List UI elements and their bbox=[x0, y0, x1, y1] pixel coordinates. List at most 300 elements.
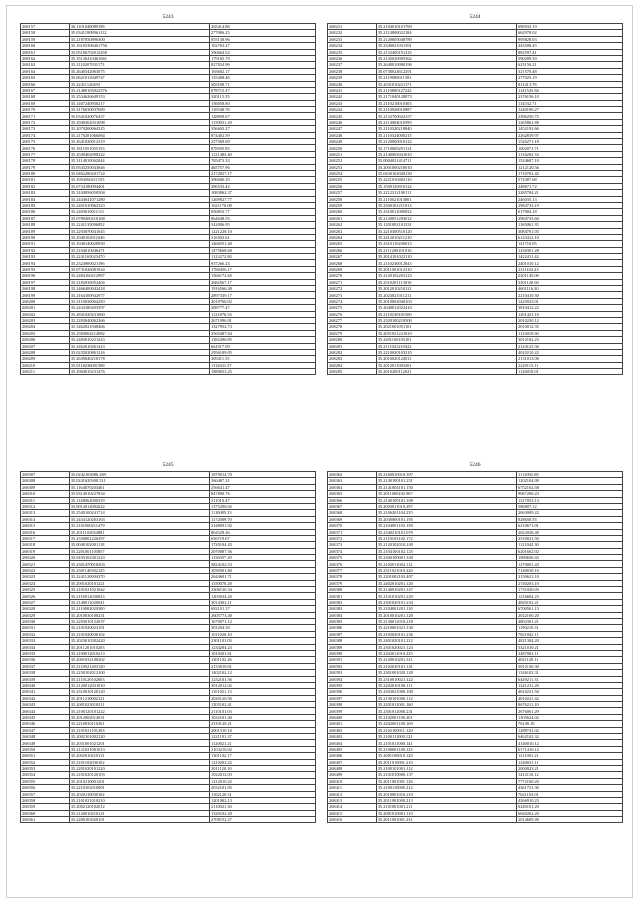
table-block-4 bbox=[327, 462, 623, 823]
value-cell: 864528.26 bbox=[210, 529, 316, 535]
coordinate-cell: 35.1811051055153 bbox=[69, 145, 209, 151]
value-cell: 305168.71 bbox=[210, 81, 316, 87]
coordinate-cell: 35.2100110000.212 bbox=[376, 785, 516, 791]
row-id-cell: 268381 bbox=[328, 593, 377, 599]
coordinate-cell: 35.2200103020101 bbox=[69, 817, 209, 823]
coordinate-cell: 35.22411126493 bbox=[69, 81, 209, 87]
coordinate-cell: 35.2403010011111 bbox=[69, 209, 209, 215]
value-cell: 2032101.05 bbox=[210, 785, 316, 791]
coordinate-cell: 35.2110103102.172 bbox=[376, 535, 516, 541]
value-cell: 277006.25 bbox=[210, 30, 316, 36]
value-cell: 179165.70 bbox=[210, 55, 316, 61]
row-id-cell: 268165 bbox=[21, 75, 70, 81]
coordinate-cell: 35.3114810062044 bbox=[69, 158, 209, 164]
row-id-cell: 268192 bbox=[21, 247, 70, 253]
row-id-cell: 268209 bbox=[21, 356, 70, 362]
value-cell: 1134282.33 bbox=[517, 151, 623, 157]
coordinate-cell: 35.2462010261423 bbox=[69, 343, 209, 349]
value-cell: 2103210.02 bbox=[210, 746, 316, 752]
coordinate-cell: 35.2141004101.150 bbox=[376, 484, 516, 490]
row-id-cell: 268260 bbox=[328, 209, 377, 215]
value-cell: 2001310.10 bbox=[210, 727, 316, 733]
value-cell: 4821304.20 bbox=[517, 638, 623, 644]
row-id-cell: 268159 bbox=[21, 36, 70, 42]
row-id-cell: 268275 bbox=[328, 305, 377, 311]
value-cell: 590209.39 bbox=[517, 55, 623, 61]
value-cell: 1141525.84 bbox=[517, 87, 623, 93]
value-cell: 2020120.50 bbox=[210, 695, 316, 701]
row-id-cell: 268244 bbox=[328, 107, 377, 113]
row-id-cell: 268188 bbox=[21, 222, 70, 228]
coordinate-cell: 35.2203070041045 bbox=[69, 228, 209, 234]
value-cell: 1412110.12 bbox=[517, 772, 623, 778]
row-id-cell: 268261 bbox=[328, 215, 377, 221]
row-id-cell: 268365 bbox=[328, 491, 377, 497]
row-id-cell: 268311 bbox=[21, 497, 70, 503]
value-cell: 1123272.80 bbox=[210, 254, 316, 260]
row-id-cell: 268284 bbox=[328, 362, 377, 368]
value-cell: 1150031.29 bbox=[210, 119, 316, 125]
row-id-cell: 268363 bbox=[328, 478, 377, 484]
coordinate-cell: 35.2434120203163 bbox=[69, 516, 209, 522]
value-cell: 864648.55 bbox=[210, 215, 316, 221]
coordinate-cell: 35.2940402098222 bbox=[69, 151, 209, 157]
row-id-cell: 268382 bbox=[328, 599, 377, 605]
coordinate-cell: 35.2434180203597 bbox=[69, 305, 209, 311]
row-id-cell: 268280 bbox=[328, 337, 377, 343]
coordinate-cell: 35.2283040062266 bbox=[69, 317, 209, 323]
coordinate-cell: 35.2101010201.220 bbox=[376, 593, 516, 599]
row-id-cell: 268341 bbox=[21, 689, 70, 695]
coordinate-cell: 35.2002101002120 bbox=[69, 734, 209, 740]
row-id-cell: 268379 bbox=[328, 580, 377, 586]
table-row bbox=[21, 369, 316, 375]
value-cell: 277025.19 bbox=[517, 75, 623, 81]
value-cell: 1216604.23 bbox=[517, 593, 623, 599]
coordinate-cell: 35.2116012030023 bbox=[69, 593, 209, 599]
value-cell: 1011020.10 bbox=[210, 631, 316, 637]
row-id-cell: 268313 bbox=[21, 510, 70, 516]
row-id-cell: 268374 bbox=[328, 548, 377, 554]
row-id-cell: 268184 bbox=[21, 196, 70, 202]
coordinate-cell: 35.2010030100231 bbox=[69, 612, 209, 618]
coordinate-cell: 35.2011210002121 bbox=[69, 695, 209, 701]
value-cell: 366467.31 bbox=[210, 478, 316, 484]
value-cell: 1123010.60 bbox=[517, 330, 623, 336]
row-id-cell: 268169 bbox=[21, 100, 70, 106]
coordinate-cell: 35.2011006102.967 bbox=[376, 491, 516, 497]
row-id-cell: 268168 bbox=[21, 94, 70, 100]
row-id-cell: 268203 bbox=[21, 317, 70, 323]
value-cell: 2133010.01 bbox=[210, 663, 316, 669]
value-cell: 2172827.17 bbox=[210, 170, 316, 176]
row-id-cell: 268387 bbox=[328, 631, 377, 637]
row-id-cell: 268276 bbox=[328, 311, 377, 317]
value-cell: 156058.80 bbox=[210, 100, 316, 106]
value-cell: 6700561.13 bbox=[517, 606, 623, 612]
coordinate-cell: 35.2110230012043 bbox=[376, 260, 516, 266]
value-cell: 1112631.37 bbox=[210, 362, 316, 368]
row-id-cell: 268327 bbox=[21, 599, 70, 605]
coordinate-cell: 35.2641020012319 bbox=[69, 139, 209, 145]
row-id-cell: 268389 bbox=[328, 644, 377, 650]
row-id-cell: 268185 bbox=[21, 202, 70, 208]
coordinate-cell: 35.2110230101500 bbox=[376, 311, 516, 317]
row-id-cell: 268398 bbox=[328, 702, 377, 708]
coordinate-cell: 35.2031001021201 bbox=[69, 740, 209, 746]
value-cell: 2740203.10 bbox=[517, 580, 623, 586]
coordinate-cell: 35.0118236001588 bbox=[69, 362, 209, 368]
value-cell: 4601116.30 bbox=[517, 286, 623, 292]
coordinate-cell: 35.2202010100.111 bbox=[376, 682, 516, 688]
value-cell: 443508.45 bbox=[517, 43, 623, 49]
coordinate-cell: 35.2051021221010 bbox=[376, 330, 516, 336]
row-id-cell: 268310 bbox=[21, 491, 70, 497]
value-cell: 1205102.41 bbox=[210, 702, 316, 708]
table-block-2 bbox=[327, 14, 623, 375]
value-cell: 256641.47 bbox=[210, 484, 316, 490]
coordinate-cell: 35.2534626649153 bbox=[69, 94, 209, 100]
value-cell: 1032101.40 bbox=[210, 714, 316, 720]
value-cell: 1720104.43 bbox=[210, 542, 316, 548]
value-cell: 878715.47 bbox=[210, 87, 316, 93]
value-cell: 1010201.61 bbox=[210, 650, 316, 656]
value-cell: 1217053.13 bbox=[517, 497, 623, 503]
row-id-cell: 268315 bbox=[21, 523, 70, 529]
value-cell: 7772160.20 bbox=[517, 778, 623, 784]
row-id-cell: 268371 bbox=[328, 529, 377, 535]
coordinate-cell: 35.2201002103.407 bbox=[376, 574, 516, 580]
coordinate-cell: 35.2011001000.213 bbox=[376, 797, 516, 803]
value-cell: 2022028.40 bbox=[517, 529, 623, 535]
row-id-cell: 268249 bbox=[328, 139, 377, 145]
coordinate-cell: 35.2100120101222 bbox=[69, 708, 209, 714]
table-block-3 bbox=[20, 462, 316, 823]
row-id-cell: 268182 bbox=[21, 183, 70, 189]
row-id-cell: 268176 bbox=[21, 145, 70, 151]
row-id-cell: 268367 bbox=[328, 503, 377, 509]
coordinate-cell: 35.2182036052404 bbox=[69, 279, 209, 285]
coordinate-cell: 35.2023021011211 bbox=[376, 292, 516, 298]
value-cell: 586807.12 bbox=[517, 503, 623, 509]
coordinate-cell: 35.2210300510120 bbox=[376, 228, 516, 234]
value-cell: 141710.05 bbox=[517, 241, 623, 247]
value-cell: 1190210.31 bbox=[517, 625, 623, 631]
value-cell: 1232101.56 bbox=[210, 676, 316, 682]
value-cell: 1156357.29 bbox=[210, 555, 316, 561]
row-id-cell: 268413 bbox=[328, 797, 377, 803]
coordinate-cell: 35.2001010001.110 bbox=[376, 810, 516, 816]
value-cell: 2301101.03 bbox=[210, 638, 316, 644]
coordinate-cell: 35.1407240950217 bbox=[69, 100, 209, 106]
value-cell: 847800.76 bbox=[210, 491, 316, 497]
value-cell: 2110021.30 bbox=[210, 804, 316, 810]
value-cell: 321570.48 bbox=[517, 68, 623, 74]
coordinate-cell: 35.2001100010.120 bbox=[376, 753, 516, 759]
value-cell: 5012136.30 bbox=[517, 663, 623, 669]
coordinate-cell: 35.2443041071280 bbox=[69, 196, 209, 202]
value-cell: 2010230.12 bbox=[517, 317, 623, 323]
row-id-cell: 268250 bbox=[328, 145, 377, 151]
value-cell: 2210410.50 bbox=[517, 292, 623, 298]
value-cell: 1201421.10 bbox=[517, 311, 623, 317]
coordinate-cell: 35.2110021013001 bbox=[376, 196, 516, 202]
row-id-cell: 268320 bbox=[21, 555, 70, 561]
coordinate-cell: 35.2212312100111 bbox=[376, 190, 516, 196]
row-id-cell: 268256 bbox=[328, 183, 377, 189]
row-id-cell: 268158 bbox=[21, 30, 70, 36]
row-id-cell: 268200 bbox=[21, 298, 70, 304]
coordinate-cell: 35.2120102010.249 bbox=[376, 542, 516, 548]
row-id-cell: 268180 bbox=[21, 170, 70, 176]
coordinate-cell: 35.2170281066084 bbox=[69, 132, 209, 138]
coordinate-cell: 35.2110800127242 bbox=[376, 87, 516, 93]
coordinate-cell: 35.2011001012310 bbox=[376, 266, 516, 272]
value-cell: 2262839.97 bbox=[517, 132, 623, 138]
value-cell: 828650.55 bbox=[517, 516, 623, 522]
coordinate-cell: 35.2202011010.225 bbox=[376, 650, 516, 656]
coordinate-cell: 35.2011001001.231 bbox=[376, 817, 516, 823]
row-id-cell: 268233 bbox=[328, 36, 377, 42]
value-cell: 1710702.42 bbox=[517, 170, 623, 176]
value-cell: 2010012.35 bbox=[517, 324, 623, 330]
row-id-cell: 268339 bbox=[21, 676, 70, 682]
coordinate-cell: 35.2101020030102 bbox=[69, 631, 209, 637]
row-id-cell: 268268 bbox=[328, 260, 377, 266]
value-cell: 2306120.34 bbox=[210, 587, 316, 593]
value-cell: 811413.78 bbox=[517, 81, 623, 87]
coordinate-cell: 35.2104001103.158 bbox=[376, 523, 516, 529]
coordinate-cell: 35.0543250043846 bbox=[69, 164, 209, 170]
row-id-cell: 268202 bbox=[21, 311, 70, 317]
value-cell: 1402102.12 bbox=[210, 670, 316, 676]
table-row bbox=[21, 817, 316, 823]
row-id-cell: 268285 bbox=[328, 369, 377, 375]
value-cell: 3012102.23 bbox=[517, 337, 623, 343]
value-cell: 2124125.36 bbox=[517, 343, 623, 349]
coordinate-cell: 35.2202001100.169 bbox=[376, 721, 516, 727]
value-cell: 3810412.22 bbox=[517, 305, 623, 311]
row-id-cell: 268328 bbox=[21, 606, 70, 612]
value-cell: 1165061.35 bbox=[517, 222, 623, 228]
coordinate-cell: 35.2111200101010 bbox=[376, 247, 516, 253]
row-id-cell: 268372 bbox=[328, 535, 377, 541]
coordinate-cell: 35.2106201104.235 bbox=[376, 510, 516, 516]
value-cell: 1121042.30 bbox=[517, 542, 623, 548]
row-id-cell: 268157 bbox=[21, 24, 70, 30]
coordinate-cell: 35.2101020023101 bbox=[69, 625, 209, 631]
value-cell: 1234204.23 bbox=[210, 644, 316, 650]
value-cell: 3012012.02 bbox=[210, 682, 316, 688]
coordinate-cell: 35.0730024612291 bbox=[376, 68, 516, 74]
coordinate-cell: 35.2010001010.210 bbox=[376, 791, 516, 797]
row-id-cell: 268247 bbox=[328, 126, 377, 132]
row-id-cell: 268164 bbox=[21, 68, 70, 74]
coordinate-cell: 35.2120000010122 bbox=[376, 139, 516, 145]
value-cell: 4610231.50 bbox=[517, 689, 623, 695]
coordinate-cell: 35.3104956050504 bbox=[69, 190, 209, 196]
value-cell: 1320102.20 bbox=[210, 810, 316, 816]
coordinate-cell: 35.2040102011046 bbox=[69, 234, 209, 240]
coordinate-cell: 35.2300100001.330 bbox=[376, 555, 516, 561]
row-id-cell: 268183 bbox=[21, 190, 70, 196]
coordinate-cell: 35.0341020076437 bbox=[69, 113, 209, 119]
row-id-cell: 268384 bbox=[328, 612, 377, 618]
row-id-cell: 268354 bbox=[21, 772, 70, 778]
row-id-cell: 268405 bbox=[328, 746, 377, 752]
value-cell: 2956109.05 bbox=[210, 349, 316, 355]
row-id-cell: 268340 bbox=[21, 682, 70, 688]
coordinate-cell: 35.2011201010203 bbox=[69, 644, 209, 650]
value-cell: 1326102.31 bbox=[517, 670, 623, 676]
value-cell: 3030301.60 bbox=[210, 567, 316, 573]
coordinate-cell: 35.2841020231060 bbox=[69, 311, 209, 317]
row-id-cell: 268248 bbox=[328, 132, 377, 138]
row-id-cell: 268351 bbox=[21, 753, 70, 759]
row-id-cell: 268392 bbox=[328, 663, 377, 669]
row-id-cell: 268279 bbox=[328, 330, 377, 336]
page-number: 5246 bbox=[469, 462, 481, 468]
row-id-cell: 268407 bbox=[328, 759, 377, 765]
row-id-cell: 268378 bbox=[328, 574, 377, 580]
row-id-cell: 268368 bbox=[328, 510, 377, 516]
value-cell: 4021120.11 bbox=[517, 657, 623, 663]
value-cell: 1101021.13 bbox=[210, 689, 316, 695]
row-id-cell: 268385 bbox=[328, 618, 377, 624]
coordinate-cell: 35.2031010221171 bbox=[376, 81, 516, 87]
value-cell: 2220113.11 bbox=[517, 362, 623, 368]
value-cell: 6210671.01 bbox=[517, 523, 623, 529]
value-cell: 1201102.26 bbox=[210, 657, 316, 663]
coordinate-cell: 35.2402010201.120 bbox=[376, 580, 516, 586]
value-cell: 4820102.21 bbox=[517, 599, 623, 605]
value-cell: 1301102.17 bbox=[210, 753, 316, 759]
value-cell: 1466551.40 bbox=[210, 241, 316, 247]
row-id-cell: 268410 bbox=[328, 778, 377, 784]
coordinate-cell: 35.2110021203120 bbox=[69, 663, 209, 669]
coordinate-cell: 35.2241165023470 bbox=[69, 254, 209, 260]
coordinate-cell: 35.2001023010211 bbox=[69, 702, 209, 708]
value-cell: 2897339.17 bbox=[210, 292, 316, 298]
value-cell: 465757.96 bbox=[210, 164, 316, 170]
coordinate-cell: 35.2101020120103 bbox=[69, 772, 209, 778]
value-cell: 856816.77 bbox=[210, 209, 316, 215]
data-table bbox=[327, 471, 623, 823]
value-cell: 2401010.12 bbox=[517, 260, 623, 266]
value-cell: 286533.42 bbox=[210, 183, 316, 189]
coordinate-cell: 35.2110002020300 bbox=[69, 606, 209, 612]
value-cell: 1221228.10 bbox=[210, 228, 316, 234]
coordinate-cell: 35.2640542063075 bbox=[69, 68, 209, 74]
value-cell: 1221101.37 bbox=[210, 734, 316, 740]
coordinate-cell: 35.2230102012100 bbox=[69, 670, 209, 676]
row-id-cell: 268411 bbox=[328, 785, 377, 791]
value-cell: 3824102.53 bbox=[210, 561, 316, 567]
value-cell: 246035.13 bbox=[517, 196, 623, 202]
value-cell: 356602.27 bbox=[210, 126, 316, 132]
value-cell: 1452192.66 bbox=[517, 126, 623, 132]
coordinate-cell: 35.2340210101.079 bbox=[376, 529, 516, 535]
row-id-cell: 268397 bbox=[328, 695, 377, 701]
coordinate-cell: 35.2145020005362 bbox=[376, 55, 516, 61]
row-id-cell: 268370 bbox=[328, 523, 377, 529]
row-id-cell: 268331 bbox=[21, 625, 70, 631]
value-cell: 1210203.22 bbox=[210, 759, 316, 765]
coordinate-cell: 35.2171840120873 bbox=[376, 94, 516, 100]
coordinate-cell: 35.2160010010.397 bbox=[376, 472, 516, 478]
value-cell: 4361731.30 bbox=[517, 785, 623, 791]
row-id-cell: 268395 bbox=[328, 682, 377, 688]
coordinate-cell: 36.1101040089198 bbox=[69, 24, 209, 30]
row-id-cell: 268253 bbox=[328, 164, 377, 170]
row-id-cell: 268353 bbox=[21, 765, 70, 771]
row-id-cell: 268322 bbox=[21, 567, 70, 573]
coordinate-cell: 35.16105306461756 bbox=[69, 43, 209, 49]
coordinate-cell: 35.2101021021042 bbox=[69, 587, 209, 593]
value-cell: 1916566.38 bbox=[210, 286, 316, 292]
value-cell: 1120021.21 bbox=[210, 740, 316, 746]
row-id-cell: 268190 bbox=[21, 234, 70, 240]
value-cell: 1422411.42 bbox=[517, 254, 623, 260]
row-id-cell: 268359 bbox=[21, 804, 70, 810]
coordinate-cell: 35.2241120004370 bbox=[69, 574, 209, 580]
coordinate-cell: 35.1054560211155 bbox=[69, 177, 209, 183]
row-id-cell: 268282 bbox=[328, 349, 377, 355]
coordinate-cell: 35.2101010000.137 bbox=[376, 772, 516, 778]
coordinate-cell: 35.2011102034881 bbox=[69, 529, 209, 535]
value-cell: 2682567.17 bbox=[210, 279, 316, 285]
value-cell: 1980650.43 bbox=[517, 555, 623, 561]
value-cell: 2396250.75 bbox=[517, 113, 623, 119]
value-cell: 765473.33 bbox=[210, 158, 316, 164]
coordinate-cell: 35.2140010201.147 bbox=[376, 587, 516, 593]
value-cell: 1288741.02 bbox=[517, 727, 623, 733]
row-id-cell: 268309 bbox=[21, 484, 70, 490]
coordinate-cell: 35.2301140302125 bbox=[69, 567, 209, 573]
row-id-cell: 268388 bbox=[328, 638, 377, 644]
row-id-cell: 268236 bbox=[328, 55, 377, 61]
row-id-cell: 268211 bbox=[21, 369, 70, 375]
coordinate-cell: 35.1164070203461 bbox=[69, 484, 209, 490]
coordinate-cell: 35.2010020122011 bbox=[376, 356, 516, 362]
coordinate-cell: 35.2640010080196 bbox=[376, 62, 516, 68]
row-id-cell: 268263 bbox=[328, 228, 377, 234]
value-cell: 1327952.73 bbox=[210, 324, 316, 330]
row-id-cell: 268207 bbox=[21, 343, 70, 349]
value-cell: 2131013.00 bbox=[517, 356, 623, 362]
value-cell: 2110101.03 bbox=[210, 708, 316, 714]
coordinate-cell: 35.2001020101221 bbox=[69, 580, 209, 586]
coordinate-cell: 35.2301470018203 bbox=[69, 561, 209, 567]
row-id-cell: 268271 bbox=[328, 279, 377, 285]
coordinate-cell: 35.2010002040103 bbox=[376, 298, 516, 304]
row-id-cell: 268319 bbox=[21, 548, 70, 554]
coordinate-cell: 35.2110207031173 bbox=[69, 62, 209, 68]
value-cell: 7821042.11 bbox=[517, 631, 623, 637]
coordinate-cell: 35.3462021948466 bbox=[69, 324, 209, 330]
value-cell: 6123412.10 bbox=[517, 234, 623, 240]
value-cell: 369411.55 bbox=[210, 356, 316, 362]
row-id-cell: 268246 bbox=[328, 119, 377, 125]
coordinate-cell: 35.2210001021.130 bbox=[376, 625, 516, 631]
coordinate-cell: 35.2140100101.108 bbox=[376, 497, 516, 503]
row-id-cell: 268312 bbox=[21, 503, 70, 509]
coordinate-cell: 35.2021001051101 bbox=[376, 324, 516, 330]
value-cell: 1879014.70 bbox=[210, 472, 316, 478]
value-cell: 656719.07 bbox=[210, 535, 316, 541]
value-cell: 165602.17 bbox=[210, 68, 316, 74]
row-id-cell: 268409 bbox=[328, 772, 377, 778]
